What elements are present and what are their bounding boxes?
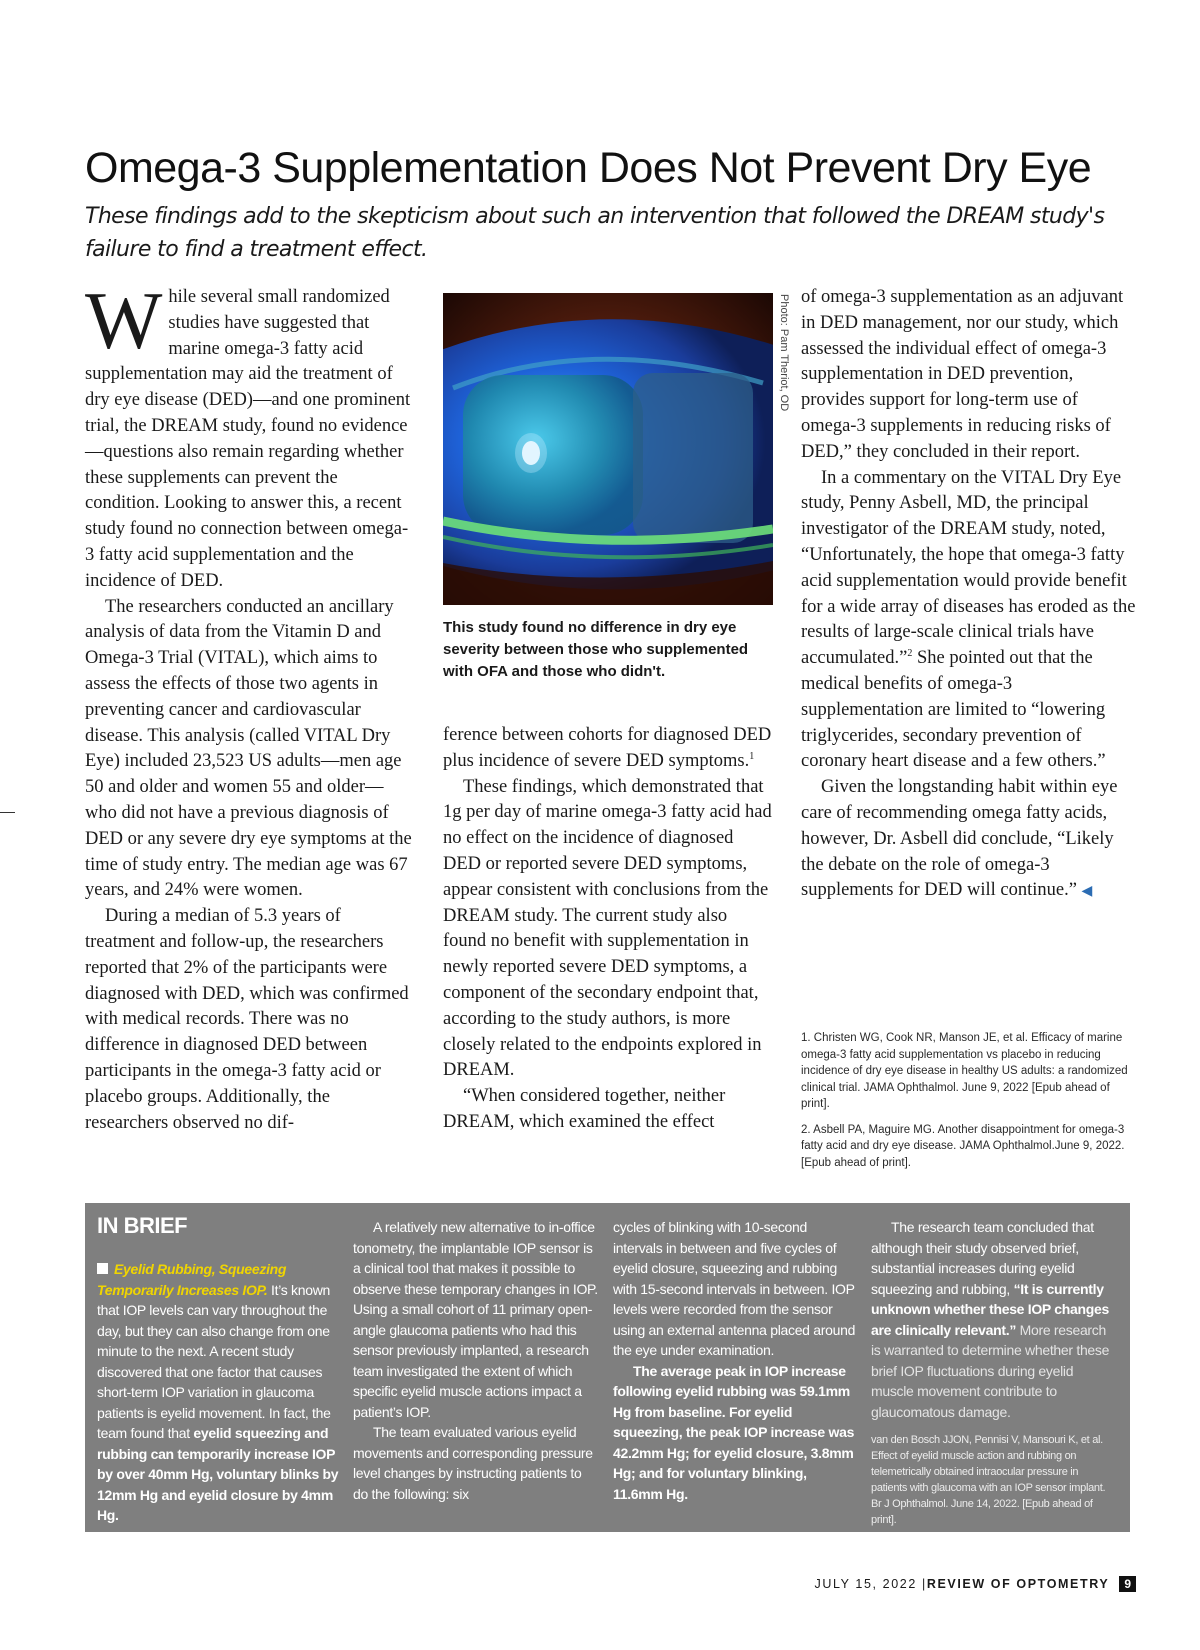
paragraph: These findings, which demonstrated that 1g per day of marine omega-3 fatty acid had no effect on the incidence of diagnosed DED or reported severe DED symptoms, appear consistent with conclusions from the DREAM study. The current study also found no benefit with supplementation in newly reported severe DED symptoms, a component of the secondary endpoint that, according to the study authors, is more closely related to the endpoints explored in DREAM. <box>443 776 772 1081</box>
paragraph-text: More research is warranted to determine whether these brief IOP fluctuations during eyelid muscle movement contribute to glaucomatous damage. <box>871 1321 1110 1420</box>
square-bullet-icon <box>97 1263 108 1274</box>
paragraph-text: hile several small randomized studies have suggested that marine omega-3 fatty acid supplementation may aid the treatment of dry eye disease (DED)—and one prominent trial, the DREAM study, found no evidence—questions also remain regarding whether these supplements can prevent the condition. Looking to answer this, a recent study found no connection between omega-3 fatty acid supplementation and the incidence of DED. <box>85 287 411 591</box>
paragraph: cycles of blinking with 10-second intervals in between and five cycles of eyelid closure, squeezing and rubbing with 15-second intervals in between. IOP levels were recorded from the sensor using an external antenna placed around the eye under examination. <box>613 1219 856 1358</box>
article-headline: Omega-3 Supplementation Does Not Prevent Dry Eye <box>85 144 1092 192</box>
in-brief-column-1 <box>97 1213 342 1526</box>
paragraph <box>801 775 1136 905</box>
photo-caption: This study found no difference in dry eye severity between those who supplemented with OFA and those who didn't. <box>443 619 749 680</box>
issue-date: JULY 15, 2022 | <box>814 1577 927 1591</box>
paragraph-bold-text: eyelid squeezing and rubbing can temporarily increase IOP by over 40mm Hg, voluntary blinks by 12mm Hg and eyelid closure by 4mm Hg. <box>97 1425 339 1523</box>
margin-tick-mark <box>0 812 15 813</box>
paragraph: of omega-3 supplementation as an adjuvant in DED management, nor our study, which assessed the individual effect of omega-3 supplementation in DED prevention, provides support for long-term use of omega-3 supplements in reducing risks of DED,” they concluded in their report. <box>801 287 1124 462</box>
in-brief-box <box>85 1203 1130 1532</box>
paragraph: A relatively new alternative to in-office tonometry, the implantable IOP sensor is a clinical tool that makes it possible to observe these temporary changes in IOP. Using a small cohort of 11 primary open-angle glaucoma patients who had this sensor previously implanted, a research team investigated the extent of which specific eyelid muscle actions impact a patient’s IOP. <box>353 1219 598 1420</box>
in-brief-title: IN BRIEF <box>97 1213 188 1238</box>
eye-photo <box>443 293 773 605</box>
drop-cap: W <box>85 275 163 366</box>
in-brief-column-2 <box>353 1217 599 1504</box>
paragraph: The researchers conducted an ancillary analysis of data from the Vitamin D and Omega-3 Trial (VITAL), which aims to assess the effects of those two agents in preventing cancer and cardiovascular disease. This analysis (called VITAL Dry Eye) included 23,523 US adults—men age 50 and older and women 55 and older—who did not have a previous diagnosis of DED or any severe dry eye symptoms at the time of study entry. The median age was 67 years, and 24% were women. <box>85 596 412 901</box>
article-column-2 <box>443 723 773 1136</box>
reference-marker: 1 <box>749 750 755 762</box>
paragraph-bold-text: “It is currently unknown whether these IOP changes are clinically relevant.” <box>871 1280 1110 1338</box>
reference-marker: 2 <box>907 648 913 659</box>
paragraph-text: In a commentary on the VITAL Dry Eye study, Penny Asbell, MD, the principal investigator of the DREAM study, noted, “Unfortunately, the hope that omega-3 fatty acid supplementation would provide benefit for a wide array of diseases has eroded as the results of large-scale clinical trials have accumulated.” <box>801 467 1136 669</box>
paragraph <box>443 723 773 775</box>
paragraph <box>97 1259 342 1526</box>
page-number: 9 <box>1119 1576 1136 1592</box>
paragraph: “When considered together, neither DREAM, which examined the effect <box>443 1086 726 1132</box>
paragraph-text: She pointed out that the medical benefits of omega-3 supplementation are limited to “lowering triglycerides, secondary prevention of coronary heart disease and a few others.” <box>801 648 1106 772</box>
reference-item: 1. Christen WG, Cook NR, Manson JE, et al. Efficacy of marine omega-3 fatty acid supplementation vs placebo in reducing incidence of dry eye disease in healthy US adults: a randomized clinical trial. JAMA Ophthalmol. June 9, 2022 [Epub ahead of print]. <box>801 1032 1128 1110</box>
paragraph-text: ference between cohorts for diagnosed DED plus incidence of severe DED symptoms. <box>443 725 772 771</box>
article-column-1 <box>85 275 415 1136</box>
in-brief-column-3 <box>613 1217 859 1504</box>
paragraph <box>85 275 415 595</box>
in-brief-column-4 <box>871 1217 1117 1528</box>
brief-lead: Eyelid Rubbing, Squeezing Temporarily Increases IOP. <box>97 1261 287 1298</box>
paragraph-text: The research team concluded that although their study observed brief, substantial increases during eyelid squeezing and rubbing, <box>871 1219 1094 1297</box>
end-mark-icon: ◀ <box>1081 884 1093 900</box>
paragraph: During a median of 5.3 years of treatment and follow-up, the researchers reported that 2% of the participants were diagnosed with DED, which was confirmed with medical records. There was no difference in diagnosed DED between participants in the omega-3 fatty acid or placebo groups. Additionally, the researchers observed no dif- <box>85 906 409 1133</box>
reference-item: 2. Asbell PA, Maguire MG. Another disappointment for omega-3 fatty acid and dry eye disease. JAMA Ophthalmol.June 9, 2022. [Epub ahead of print]. <box>801 1123 1125 1169</box>
paragraph-text: It’s known that IOP levels can vary throughout the day, but they can also change from one minute to the next. A recent study discovered that one factor that causes short-term IOP variation in glaucoma patients is eyelid movement. In fact, the team found that <box>97 1281 331 1441</box>
paragraph <box>871 1217 1117 1422</box>
publication-name: REVIEW OF OPTOMETRY <box>926 1577 1110 1591</box>
paragraph-text: Given the longstanding habit within eye care of recommending omega fatty acids, however, Dr. Asbell did conclude, “Likely the debate on the role of omega-3 supplements for DED will continue.” <box>801 777 1118 901</box>
brief-reference: van den Bosch JJON, Pennisi V, Mansouri K, et al. Effect of eyelid muscle action and rubbing on telemetrically obtained intraocular pressure in patients with glaucoma with an IOP sensor implant. Br J Ophthalmol. June 14, 2022. [Epub ahead of print]. <box>871 1434 1106 1526</box>
references <box>801 1030 1136 1180</box>
paragraph: The team evaluated various eyelid movements and corresponding pressure level changes by instructing patients to do the following: six <box>353 1424 593 1502</box>
photo-credit: Photo: Pam Theriot, OD <box>778 294 790 412</box>
article-deck: These findings add to the skepticism about such an intervention that followed the DREAM study's failure to find a treatment effect. <box>85 204 1105 262</box>
article-column-3 <box>801 285 1136 905</box>
paragraph <box>801 466 1136 776</box>
page-footer <box>815 1576 1136 1592</box>
paragraph: The average peak in IOP increase following eyelid rubbing was 59.1mm Hg from baseline. For eyelid squeezing, the peak IOP increase was 42.2mm Hg; for eyelid closure, 3.8mm Hg; and for voluntary blinking, 11.6mm Hg. <box>613 1362 855 1502</box>
fluorescein-eye-image <box>443 293 773 605</box>
